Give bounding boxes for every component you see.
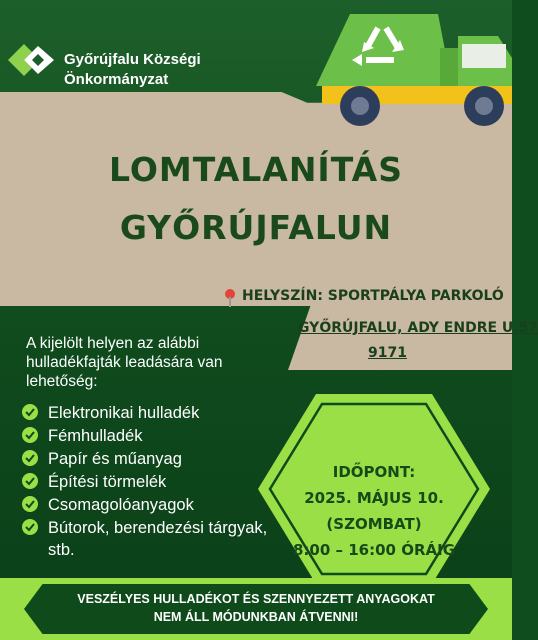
location-address: GYŐRÚJFALU, ADY ENDRE U.57 [298, 320, 538, 336]
time-hours: 8:00 – 16:00 ÓRÁIG [292, 541, 456, 559]
list-item [22, 471, 272, 493]
time-weekday: (SZOMBAT) [326, 515, 422, 533]
time-date: 2025. MÁJUS 10. [304, 489, 444, 507]
list-item [22, 448, 272, 470]
list-item [22, 494, 272, 516]
item-label: Elektronikai hulladék [48, 404, 200, 422]
organization-name [64, 50, 201, 90]
logo-mark [6, 42, 56, 78]
check-circle-icon [22, 427, 38, 443]
accepted-items-list [22, 402, 272, 562]
organization-line-2: Önkormányzat [64, 71, 169, 88]
item-label: Csomagolóanyagok [48, 496, 194, 514]
intro-text: A kijelölt helyen az alábbi hulladékfajták leadására van lehetőség: [26, 335, 223, 390]
list-item [22, 517, 272, 561]
item-label: Bútorok, berendezési tárgyak, stb. [48, 519, 268, 559]
title-line-2: GYŐRÚJFALUN [119, 208, 393, 247]
location-label: HELYSZÍN: SPORTPÁLYA PARKOLÓ [242, 288, 504, 304]
warning-line-1: VESZÉLYES HULLADÉKOT ÉS SZENNYEZETT ANYAGOKAT [77, 592, 435, 606]
check-circle-icon [22, 519, 38, 535]
check-circle-icon [22, 450, 38, 466]
check-circle-icon [22, 404, 38, 420]
list-item [22, 402, 272, 424]
item-label: Fémhulladék [48, 427, 143, 445]
warning-line-2: NEM ÁLL MÓDUNKBAN ÁTVENNI! [153, 610, 359, 624]
item-label: Papír és műanyag [48, 450, 182, 468]
list-item [22, 425, 272, 447]
garbage-truck [312, 8, 512, 128]
item-label: Építési törmelék [48, 473, 167, 491]
check-circle-icon [22, 496, 38, 512]
title-line-1: LOMTALANÍTÁS [109, 150, 403, 189]
map-pin-icon [223, 288, 237, 308]
time-label: IDŐPONT: [332, 463, 416, 481]
organization-line-1: Győrújfalu Községi [64, 51, 201, 68]
check-circle-icon [22, 473, 38, 489]
location-zip: 9171 [368, 345, 407, 361]
